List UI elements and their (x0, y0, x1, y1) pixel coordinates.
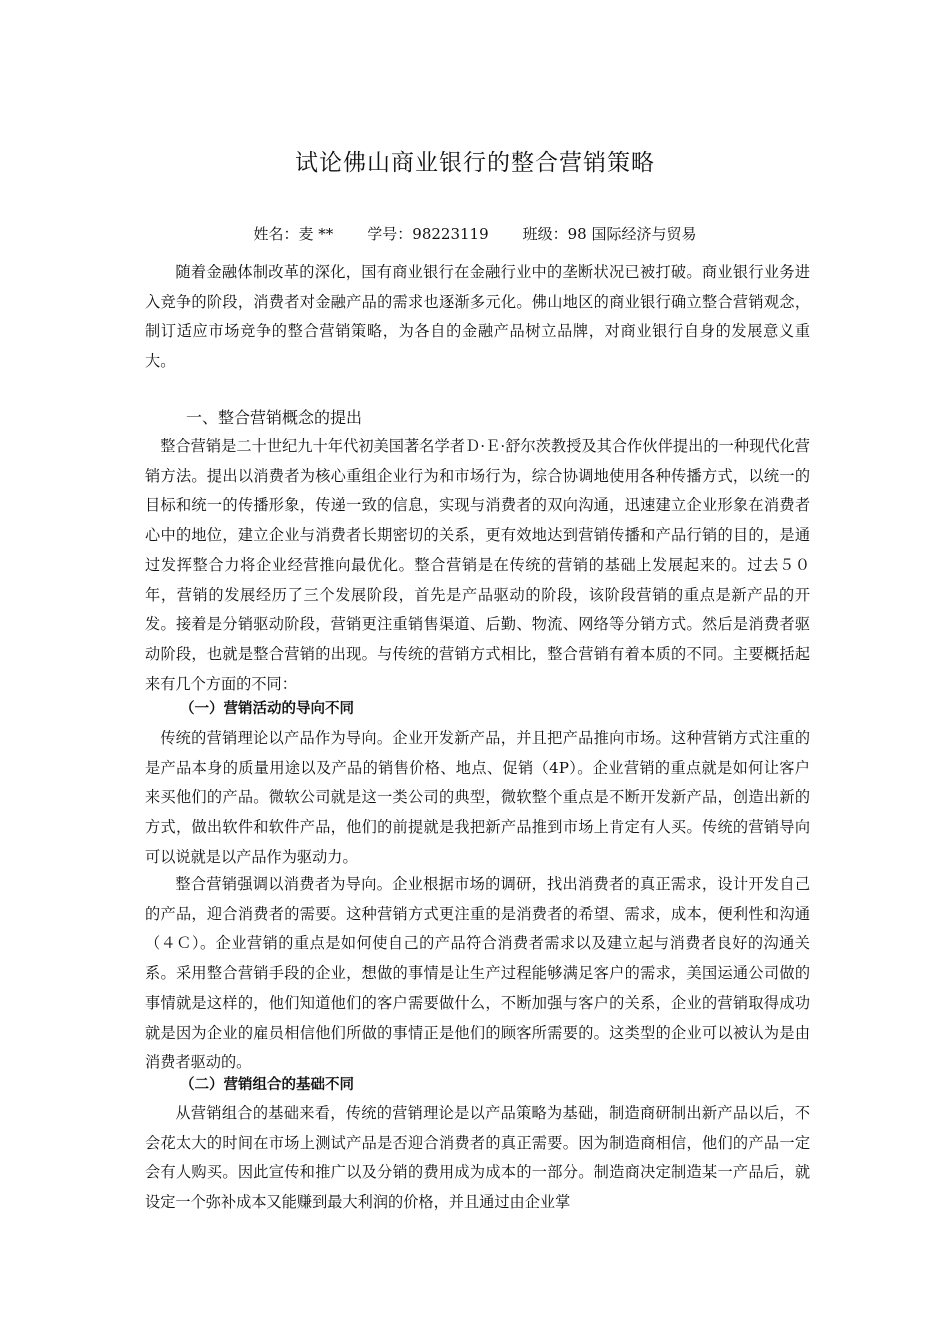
abstract-paragraph: 随着金融体制改革的深化，国有商业银行在金融行业中的垄断状况已被打破。商业银行业务进入竞争的阶段，消费者对金融产品的需求也逐渐多元化。佛山地区的商业银行确立整合营销观念，制订适应市场竞争的整合营销策略，为各自的金融产品树立品牌，对商业银行自身的发展意义重大。 (145, 263, 810, 371)
section-heading-1: 一、整合营销概念的提出 (186, 408, 363, 427)
class-name: 班级：98 国际经济与贸易 (522, 225, 697, 243)
section-1-paragraph: 整合营销是二十世纪九十年代初美国著名学者Ｄ·Ｅ·舒尔茨教授及其合作伙伴提出的一种现代化营销方法。提出以消费者为核心重组企业行为和市场行为，综合协调地使用各种传播方式，以统一的目标和统一的传播形象，传递一致的信息，实现与消费者的双向沟通，迅速建立企业形象在消费者心中的地位，建立企业与消费者长期密切的关系，更有效地达到营销传播和产品行销的目的，是通过发挥整合力将企业经营推向最优化。整合营销是在传统的营销的基础上发展起来的。过去５０年，营销的发展经历了三个发展阶段，首先是产品驱动的阶段，该阶段营销的重点是新产品的开发。接着是分销驱动阶段，营销更注重销售渠道、后勤、物流、网络等分销方式。然后是消费者驱动阶段，也就是整合营销的出现。与传统的营销方式相比，整合营销有着本质的不同。主要概括起来有几个方面的不同： (145, 437, 810, 693)
subsection-1-paragraph-1: 传统的营销理论以产品作为导向。企业开发新产品，并且把产品推向市场。这种营销方式注重的是产品本身的质量用途以及产品的销售价格、地点、促销（4P）。企业营销的重点就是如何让客户来买他们的产品。微软公司就是这一类公司的典型，微软整个重点是不断开发新产品，创造出新的方式，做出软件和软件产品，他们的前提就是我把新产品推到市场上肯定有人买。传统的营销导向可以说就是以产品作为驱动力。 (145, 729, 810, 866)
student-id: 学号：98223119 (367, 225, 489, 243)
author-info (0, 223, 950, 244)
author-name: 姓名：麦 ** (253, 225, 334, 243)
document-title: 试论佛山商业银行的整合营销策略 (295, 150, 655, 176)
subsection-2-paragraph: 从营销组合的基础来看，传统的营销理论是以产品策略为基础，制造商研制出新产品以后，不会花太大的时间在市场上测试产品是否迎合消费者的真正需要。因为制造商相信，他们的产品一定会有人购买。因此宣传和推广以及分销的费用成为成本的一部分。制造商决定制造某一产品后，就设定一个弥补成本又能赚到最大利润的价格，并且通过由企业掌 (145, 1104, 810, 1212)
subsection-heading-1: （一）营销活动的导向不同 (180, 701, 354, 717)
subsection-1-paragraph-2: 整合营销强调以消费者为导向。企业根据市场的调研，找出消费者的真正需求，设计开发自己的产品，迎合消费者的需要。这种营销方式更注重的是消费者的希望、需求，成本，便利性和沟通（４Ｃ）。企业营销的重点是如何使自己的产品符合消费者需求以及建立起与消费者良好的沟通关系。采用整合营销手段的企业，想做的事情是让生产过程能够满足客户的需求，美国运通公司做的事情就是这样的，他们知道他们的客户需要做什么，不断加强与客户的关系，企业的营销取得成功就是因为企业的雇员相信他们所做的事情正是他们的顾客所需要的。这类型的企业可以被认为是由消费者驱动的。 (145, 875, 810, 1072)
subsection-heading-2: （二）营销组合的基础不同 (180, 1077, 354, 1093)
